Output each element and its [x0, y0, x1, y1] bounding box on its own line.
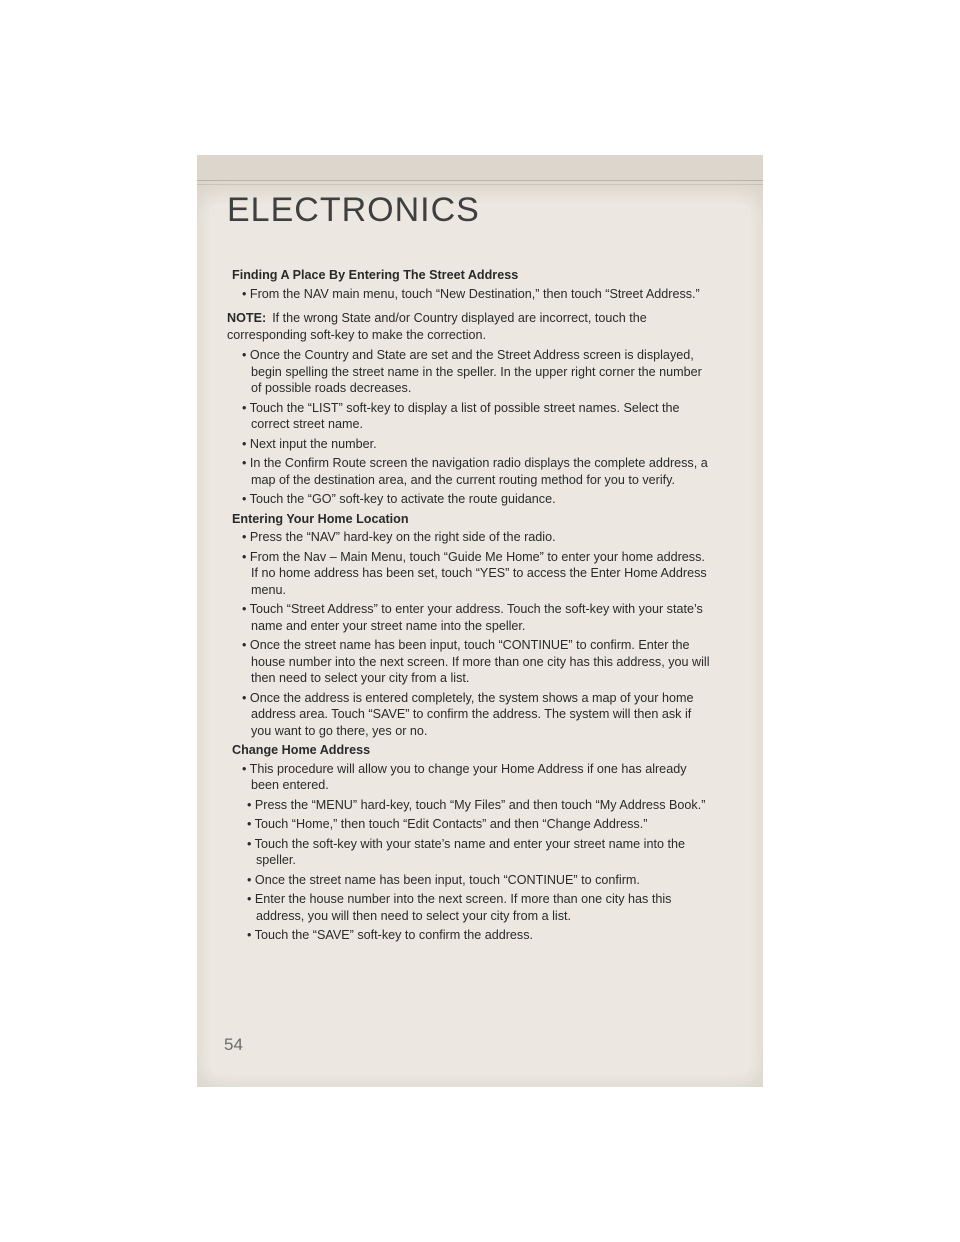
bullet-item: • Press the “NAV” hard-key on the right side of the radio.: [242, 530, 556, 544]
bullet-item: • Touch the soft-key with your state’s name and enter your street name into the speller.: [247, 836, 685, 867]
page-number: 54: [224, 1035, 243, 1054]
bullet-item: • Next input the number.: [242, 436, 377, 451]
bullet-item: • Touch the “LIST” soft-key to display a list of possible street names. Select the correct street name.: [242, 400, 680, 431]
bullet-item: • Touch “Street Address” to enter your address. Touch the soft-key with your state’s name and enter your street name into the speller.: [242, 602, 703, 633]
bullet-item: • Once the Country and State are set and the Street Address screen is displayed, begin spelling the street name in the speller. In the upper right corner the number of possible roads decreases.: [242, 348, 702, 395]
bullet-item: • Touch “Home,” then touch “Edit Contacts” and then “Change Address.”: [247, 817, 648, 831]
bullet-item: • This procedure will allow you to change your Home Address if one has already been entered.: [242, 761, 687, 792]
note-label: NOTE:: [227, 311, 267, 325]
header-rule-secondary: [197, 184, 763, 185]
header-rule: [197, 180, 763, 181]
subsection-heading: Finding A Place By Entering The Street Address: [232, 268, 519, 282]
bullet-item: • Once the street name has been input, touch “CONTINUE” to confirm.: [247, 872, 640, 887]
bullet-item: • Enter the house number into the next screen. If more than one city has this address, you will then need to select your city from a list.: [247, 892, 672, 923]
note-paragraph: [227, 310, 712, 343]
subsection-heading: Change Home Address: [232, 743, 371, 757]
note-text: If the wrong State and/or Country displayed are incorrect, touch the corresponding soft-key to make the correction.: [227, 311, 647, 342]
manual-page: [197, 155, 763, 1087]
section-title: ELECTRONICS: [227, 191, 480, 229]
bullet-item: • Once the street name has been input, touch “CONTINUE” to confirm. Enter the house number into the next screen. If more than one city has this address, you will then need to select your city from a list.: [242, 638, 710, 685]
body-text: [227, 267, 712, 947]
bullet-item: • Once the address is entered completely, the system shows a map of your home address area. Touch “SAVE” to confirm the address. The system will then ask if you want to go there, yes or no.: [242, 690, 694, 738]
subsection-heading: Entering Your Home Location: [232, 511, 409, 526]
bullet-item: • From the Nav – Main Menu, touch “Guide Me Home” to enter your home address. If no home address has been set, touch “YES” to access the Enter Home Address menu.: [242, 549, 707, 597]
bullet-item: • From the NAV main menu, touch “New Destination,” then touch “Street Address.”: [242, 286, 700, 301]
bullet-item: • Press the “MENU” hard-key, touch “My Files” and then touch “My Address Book.”: [247, 797, 706, 812]
bullet-item: • Touch the “SAVE” soft-key to confirm the address.: [247, 928, 534, 942]
bullet-item: • In the Confirm Route screen the navigation radio displays the complete address, a map of the destination area, and the current routing method for you to verify.: [242, 456, 708, 487]
bullet-item: • Touch the “GO” soft-key to activate the route guidance.: [242, 492, 556, 506]
